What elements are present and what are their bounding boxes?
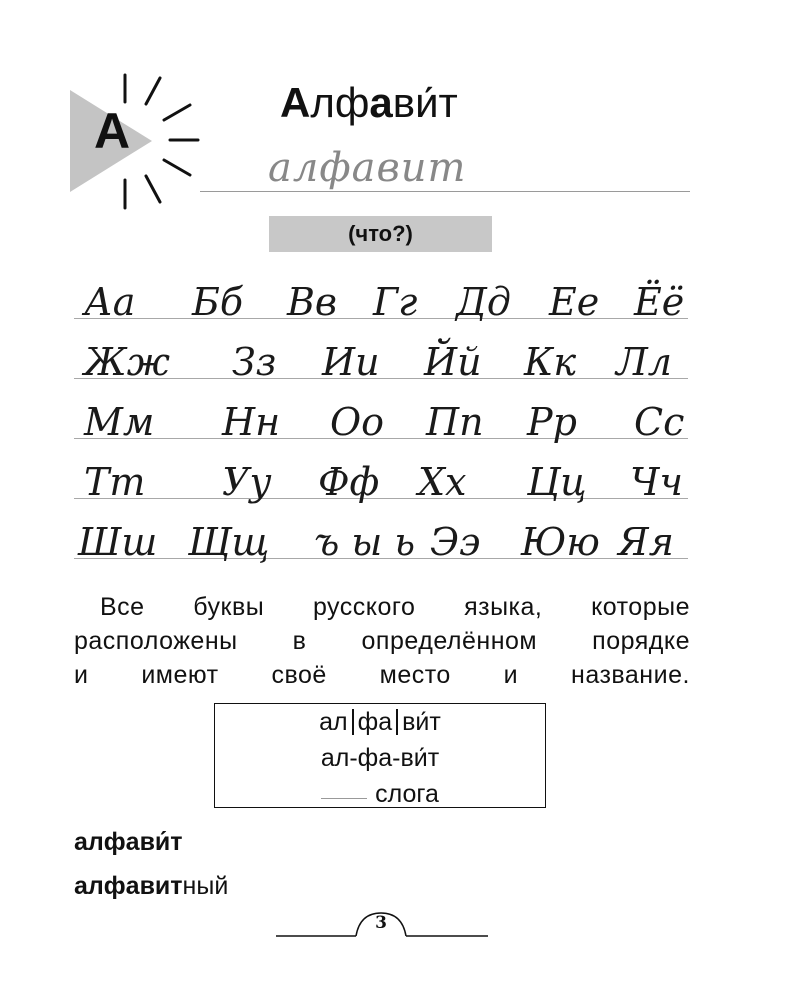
cursive-word: алфавит bbox=[268, 145, 467, 191]
legend-line bbox=[321, 798, 367, 799]
cursive-letter-pair: Пп bbox=[426, 400, 484, 444]
definition-line bbox=[74, 624, 690, 658]
cursive-letter-pair: Ээ bbox=[430, 520, 481, 564]
word: определённом bbox=[361, 627, 538, 655]
question-bar bbox=[269, 216, 492, 252]
cursive-letter-pair: Уу bbox=[222, 460, 272, 504]
writing-line bbox=[200, 191, 690, 192]
question-text: (что?) bbox=[348, 221, 413, 246]
syllable-hyphenated: ал-фа-ви́т bbox=[320, 744, 440, 772]
page-number: 3 bbox=[375, 913, 387, 933]
letter-badge-graphic bbox=[60, 60, 210, 220]
cursive-letter-pair: Бб bbox=[192, 280, 244, 324]
definition-line bbox=[74, 658, 690, 692]
cursive-letter-pair: Чч bbox=[630, 460, 684, 504]
word: русского bbox=[312, 593, 416, 621]
syllable-legend bbox=[215, 776, 545, 812]
syllable-box bbox=[214, 703, 546, 808]
cursive-letter-pair: Лл bbox=[616, 340, 672, 384]
cursive-letter-pair: Аа bbox=[84, 280, 136, 324]
cursive-letter-pair: Цц bbox=[527, 460, 587, 504]
syllable-divider bbox=[396, 709, 398, 735]
related-word bbox=[74, 872, 228, 901]
cursive-letter-pair: Юю bbox=[521, 520, 600, 564]
related-word: алфави́т bbox=[74, 828, 183, 856]
cursive-letter-pair: Дд bbox=[456, 280, 511, 324]
syllable-divider bbox=[352, 709, 354, 735]
word-stem: алфавит bbox=[74, 872, 183, 900]
title-part: А bbox=[280, 79, 311, 126]
cursive-letter-pair: ъ ы ь bbox=[314, 520, 416, 564]
word: имеют bbox=[141, 661, 219, 689]
cursive-letter-pair: Шш bbox=[78, 520, 158, 564]
word: своё bbox=[271, 661, 327, 689]
title-part: т bbox=[438, 79, 458, 126]
syllable: ви́т bbox=[402, 708, 441, 736]
writing-line bbox=[74, 498, 688, 499]
word: место bbox=[379, 661, 451, 689]
word-suffix: ный bbox=[182, 872, 229, 900]
definition-line bbox=[74, 590, 690, 624]
cursive-letter-pair: Вв bbox=[287, 280, 338, 324]
legend-label: слога bbox=[375, 780, 439, 808]
word: название. bbox=[571, 661, 690, 689]
cursive-letter-pair: Мм bbox=[84, 400, 155, 444]
word: и bbox=[503, 661, 519, 689]
header-letter: А bbox=[94, 103, 131, 159]
cursive-letter-pair: Йй bbox=[424, 340, 482, 384]
page-title bbox=[280, 79, 458, 126]
title-part: а bbox=[369, 79, 393, 126]
word: которые bbox=[591, 593, 690, 621]
syllable: ал bbox=[319, 708, 348, 736]
word: в bbox=[292, 627, 307, 655]
word: буквы bbox=[193, 593, 265, 621]
cursive-letter-pair: Яя bbox=[618, 520, 674, 564]
cursive-letter-pair: Зз bbox=[232, 340, 277, 384]
syllable: фа bbox=[357, 708, 393, 736]
cursive-letter-pair: Щщ bbox=[188, 520, 270, 564]
word: и bbox=[74, 661, 89, 689]
cursive-letter-pair: Ии bbox=[322, 340, 380, 384]
cursive-letter-pair: Жж bbox=[84, 340, 170, 384]
cursive-letter-pair: Фф bbox=[318, 460, 380, 504]
cursive-letter-pair: Ее bbox=[549, 280, 600, 324]
word: расположены bbox=[74, 627, 238, 655]
title-part: лф bbox=[310, 79, 370, 126]
syllable-division bbox=[215, 704, 545, 740]
cursive-letter-pair: Хх bbox=[418, 460, 467, 504]
cursive-letter-pair: Ёё bbox=[634, 280, 685, 324]
word: порядке bbox=[592, 627, 690, 655]
word: языка, bbox=[464, 593, 543, 621]
cursive-letter-pair: Нн bbox=[222, 400, 281, 444]
cursive-letter-pair: Сс bbox=[634, 400, 685, 444]
cursive-letter-pair: Оо bbox=[330, 400, 385, 444]
cursive-letter-pair: Рр bbox=[527, 400, 577, 444]
title-part: ви bbox=[392, 79, 439, 126]
cursive-letter-pair: Тт bbox=[84, 460, 146, 504]
definition-text bbox=[74, 590, 690, 692]
word: Все bbox=[100, 593, 145, 621]
cursive-letter-pair: Гг bbox=[373, 280, 418, 324]
cursive-letter-pair: Кк bbox=[524, 340, 577, 384]
